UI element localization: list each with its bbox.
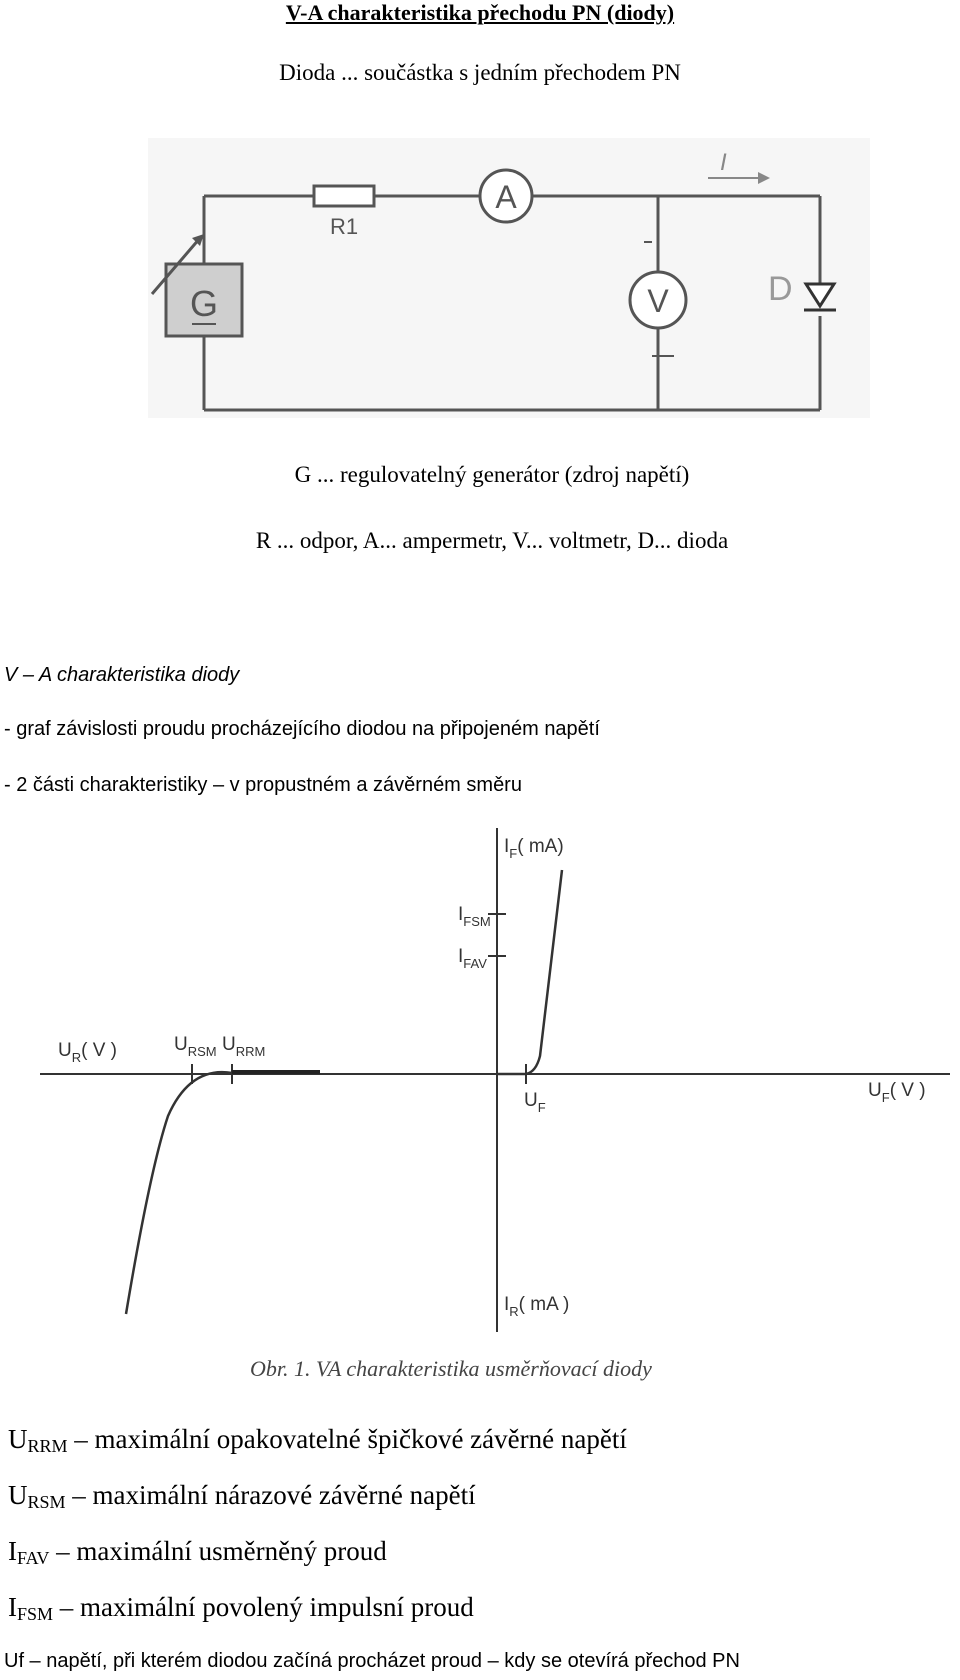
resistor-label: R1 bbox=[329, 214, 359, 239]
generator-label: G bbox=[189, 283, 219, 324]
description-bullet: - 2 části charakteristiky – v propustném a závěrném směru bbox=[4, 774, 522, 796]
svg-text:IF( mA): $I_F$( mA) bbox=[504, 836, 564, 861]
description-bullet: - graf závislosti proudu procházejícího diodou na připojeném napětí bbox=[4, 718, 600, 740]
svg-text:UF: $U_F$ bbox=[524, 1090, 546, 1115]
svg-text:URRM: $U_{RRM}$ bbox=[222, 1034, 266, 1059]
svg-text:IR( mA ): $I_R$( mA ) bbox=[504, 1294, 570, 1319]
current-label: I bbox=[720, 149, 727, 176]
svg-text:URSM: $U_{RSM}$ bbox=[174, 1034, 217, 1059]
legend-generator: G ... regulovatelný generátor (zdroj napětí) bbox=[294, 462, 690, 487]
definition-ursm: $U_{RSM}$ – maximální nárazové závěrné napětí bbox=[8, 1480, 476, 1512]
reverse-curve bbox=[126, 1072, 320, 1314]
uf-axis-label: U bbox=[868, 1080, 882, 1101]
legend-components: R ... odpor, A... ampermetr, V... voltmetr, D... dioda bbox=[255, 528, 729, 553]
ifav-label: I bbox=[458, 946, 464, 967]
page-subtitle: Dioda ... součástka s jedním přechodem PN bbox=[279, 60, 681, 85]
svg-text:UF( V ): $U_F$( V ) bbox=[868, 1080, 926, 1105]
definition-ifsm: $I_{FSM}$ – maximální povolený impulsní proud bbox=[8, 1592, 474, 1624]
ifsm-label: I bbox=[458, 904, 464, 925]
ur-axis-label: U bbox=[58, 1040, 72, 1061]
svg-text:IFAV: $I_{FAV}$ bbox=[458, 946, 487, 971]
svg-text:IFSM: $I_{FSM}$ bbox=[458, 904, 491, 929]
ursm-label: U bbox=[174, 1034, 188, 1055]
diode-label: D bbox=[768, 270, 793, 308]
resistor-symbol bbox=[314, 186, 374, 206]
ir-axis-label: I bbox=[504, 1294, 510, 1315]
definition-ifav: $I_{FAV}$ – maximální usměrněný proud bbox=[8, 1536, 387, 1568]
voltmeter-label: V bbox=[647, 283, 669, 319]
definition-urrm: $U_{RRM}$ – maximální opakovatelné špičkové závěrné napětí bbox=[8, 1424, 627, 1456]
svg-text:UR( V ): $U_R$( V ) bbox=[58, 1040, 118, 1065]
footer-note: Uf – napětí, při kterém diodou začíná procházet proud – kdy se otevírá přechod PN bbox=[4, 1650, 740, 1672]
ammeter-label: A bbox=[495, 179, 517, 215]
uf-label: U bbox=[524, 1090, 538, 1111]
figure-caption: Obr. 1. VA charakteristika usměrňovací diody bbox=[250, 1356, 652, 1381]
forward-curve bbox=[497, 870, 562, 1074]
urrm-label: U bbox=[222, 1034, 236, 1055]
if-axis-label: I bbox=[504, 836, 510, 857]
page-title: V-A charakteristika přechodu PN (diody) bbox=[285, 0, 675, 25]
va-characteristic-graph bbox=[0, 820, 960, 1400]
circuit-diagram bbox=[148, 138, 870, 418]
section-heading: V – A charakteristika diody bbox=[4, 664, 240, 686]
